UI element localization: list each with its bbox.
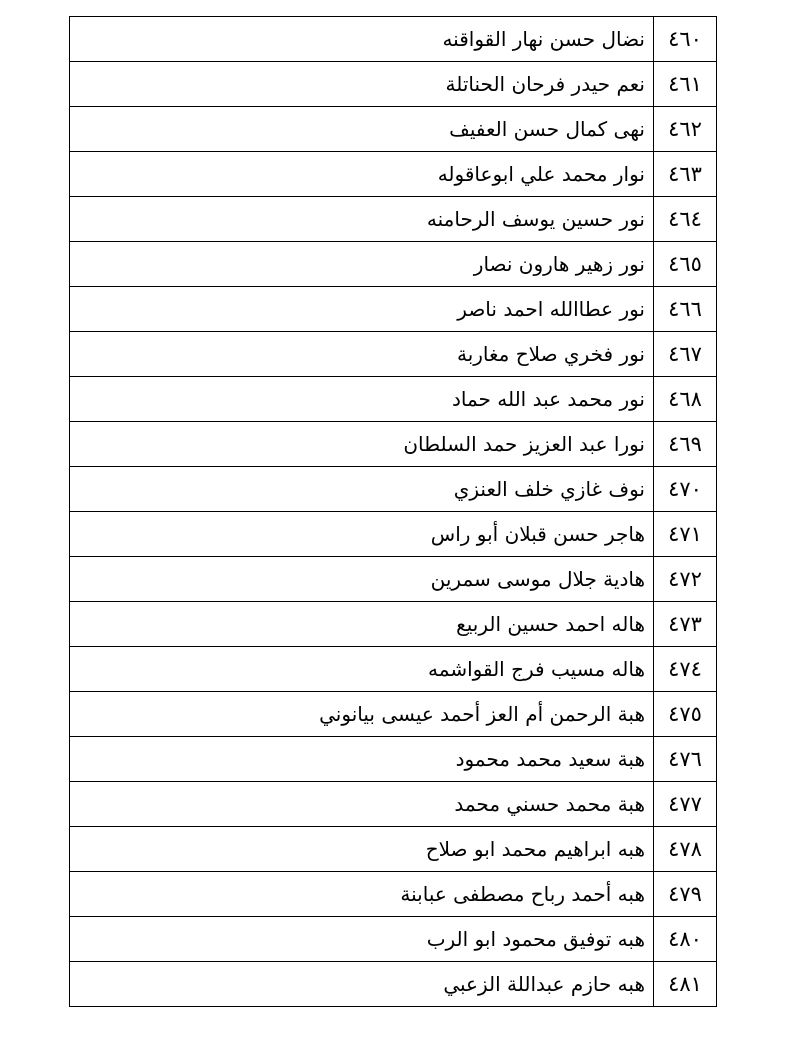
row-number: ٤٧١ — [654, 512, 717, 557]
row-name: نور عطاالله احمد ناصر — [70, 287, 654, 332]
table-row — [70, 692, 717, 737]
table-row — [70, 647, 717, 692]
row-name: نعم حيدر فرحان الحناتلة — [70, 62, 654, 107]
row-name: نوف غازي خلف العنزي — [70, 467, 654, 512]
table-row — [70, 422, 717, 467]
row-number: ٤٦٩ — [654, 422, 717, 467]
names-table — [69, 16, 717, 1007]
row-name: هادية جلال موسى سمرين — [70, 557, 654, 602]
row-name: هاله احمد حسين الربيع — [70, 602, 654, 647]
row-name: هاله مسيب فرج القواشمه — [70, 647, 654, 692]
row-number: ٤٦٥ — [654, 242, 717, 287]
row-number: ٤٦٤ — [654, 197, 717, 242]
table-row — [70, 152, 717, 197]
table-row — [70, 467, 717, 512]
row-name: نوار محمد علي ابوعاقوله — [70, 152, 654, 197]
table-row — [70, 17, 717, 62]
table-row — [70, 557, 717, 602]
row-number: ٤٧٩ — [654, 872, 717, 917]
table-row — [70, 872, 717, 917]
row-name: نور فخري صلاح مغاربة — [70, 332, 654, 377]
row-number: ٤٦٧ — [654, 332, 717, 377]
row-name: نهى كمال حسن العفيف — [70, 107, 654, 152]
table-row — [70, 62, 717, 107]
row-number: ٤٦٠ — [654, 17, 717, 62]
row-name: هبة الرحمن أم العز أحمد عيسى بيانوني — [70, 692, 654, 737]
names-table-body — [70, 17, 717, 1007]
row-name: هبه أحمد رباح مصطفى عبابنة — [70, 872, 654, 917]
row-name: هبة محمد حسني محمد — [70, 782, 654, 827]
table-row — [70, 737, 717, 782]
row-number: ٤٧٣ — [654, 602, 717, 647]
row-number: ٤٦٣ — [654, 152, 717, 197]
row-name: هبة سعيد محمد محمود — [70, 737, 654, 782]
row-number: ٤٧٠ — [654, 467, 717, 512]
table-row — [70, 332, 717, 377]
table-row — [70, 917, 717, 962]
table-row — [70, 782, 717, 827]
table-row — [70, 107, 717, 152]
table-row — [70, 602, 717, 647]
row-name: هبه ابراهيم محمد ابو صلاح — [70, 827, 654, 872]
row-number: ٤٨٠ — [654, 917, 717, 962]
row-name: نورا عبد العزيز حمد السلطان — [70, 422, 654, 467]
table-row — [70, 242, 717, 287]
row-number: ٤٦٢ — [654, 107, 717, 152]
row-name: نور محمد عبد الله حماد — [70, 377, 654, 422]
table-row — [70, 512, 717, 557]
row-number: ٤٨١ — [654, 962, 717, 1007]
row-number: ٤٦٦ — [654, 287, 717, 332]
row-number: ٤٧٤ — [654, 647, 717, 692]
row-number: ٤٦١ — [654, 62, 717, 107]
row-name: هاجر حسن قبلان أبو راس — [70, 512, 654, 557]
row-name: هبه توفيق محمود ابو الرب — [70, 917, 654, 962]
row-number: ٤٧٧ — [654, 782, 717, 827]
row-name: نضال حسن نهار القواقنه — [70, 17, 654, 62]
row-name: هبه حازم عبداللة الزعبي — [70, 962, 654, 1007]
row-name: نور زهير هارون نصار — [70, 242, 654, 287]
table-row — [70, 287, 717, 332]
table-row — [70, 197, 717, 242]
table-row — [70, 962, 717, 1007]
table-row — [70, 377, 717, 422]
table-row — [70, 827, 717, 872]
row-number: ٤٦٨ — [654, 377, 717, 422]
row-number: ٤٧٢ — [654, 557, 717, 602]
row-number: ٤٧٨ — [654, 827, 717, 872]
row-number: ٤٧٦ — [654, 737, 717, 782]
row-number: ٤٧٥ — [654, 692, 717, 737]
row-name: نور حسين يوسف الرحامنه — [70, 197, 654, 242]
